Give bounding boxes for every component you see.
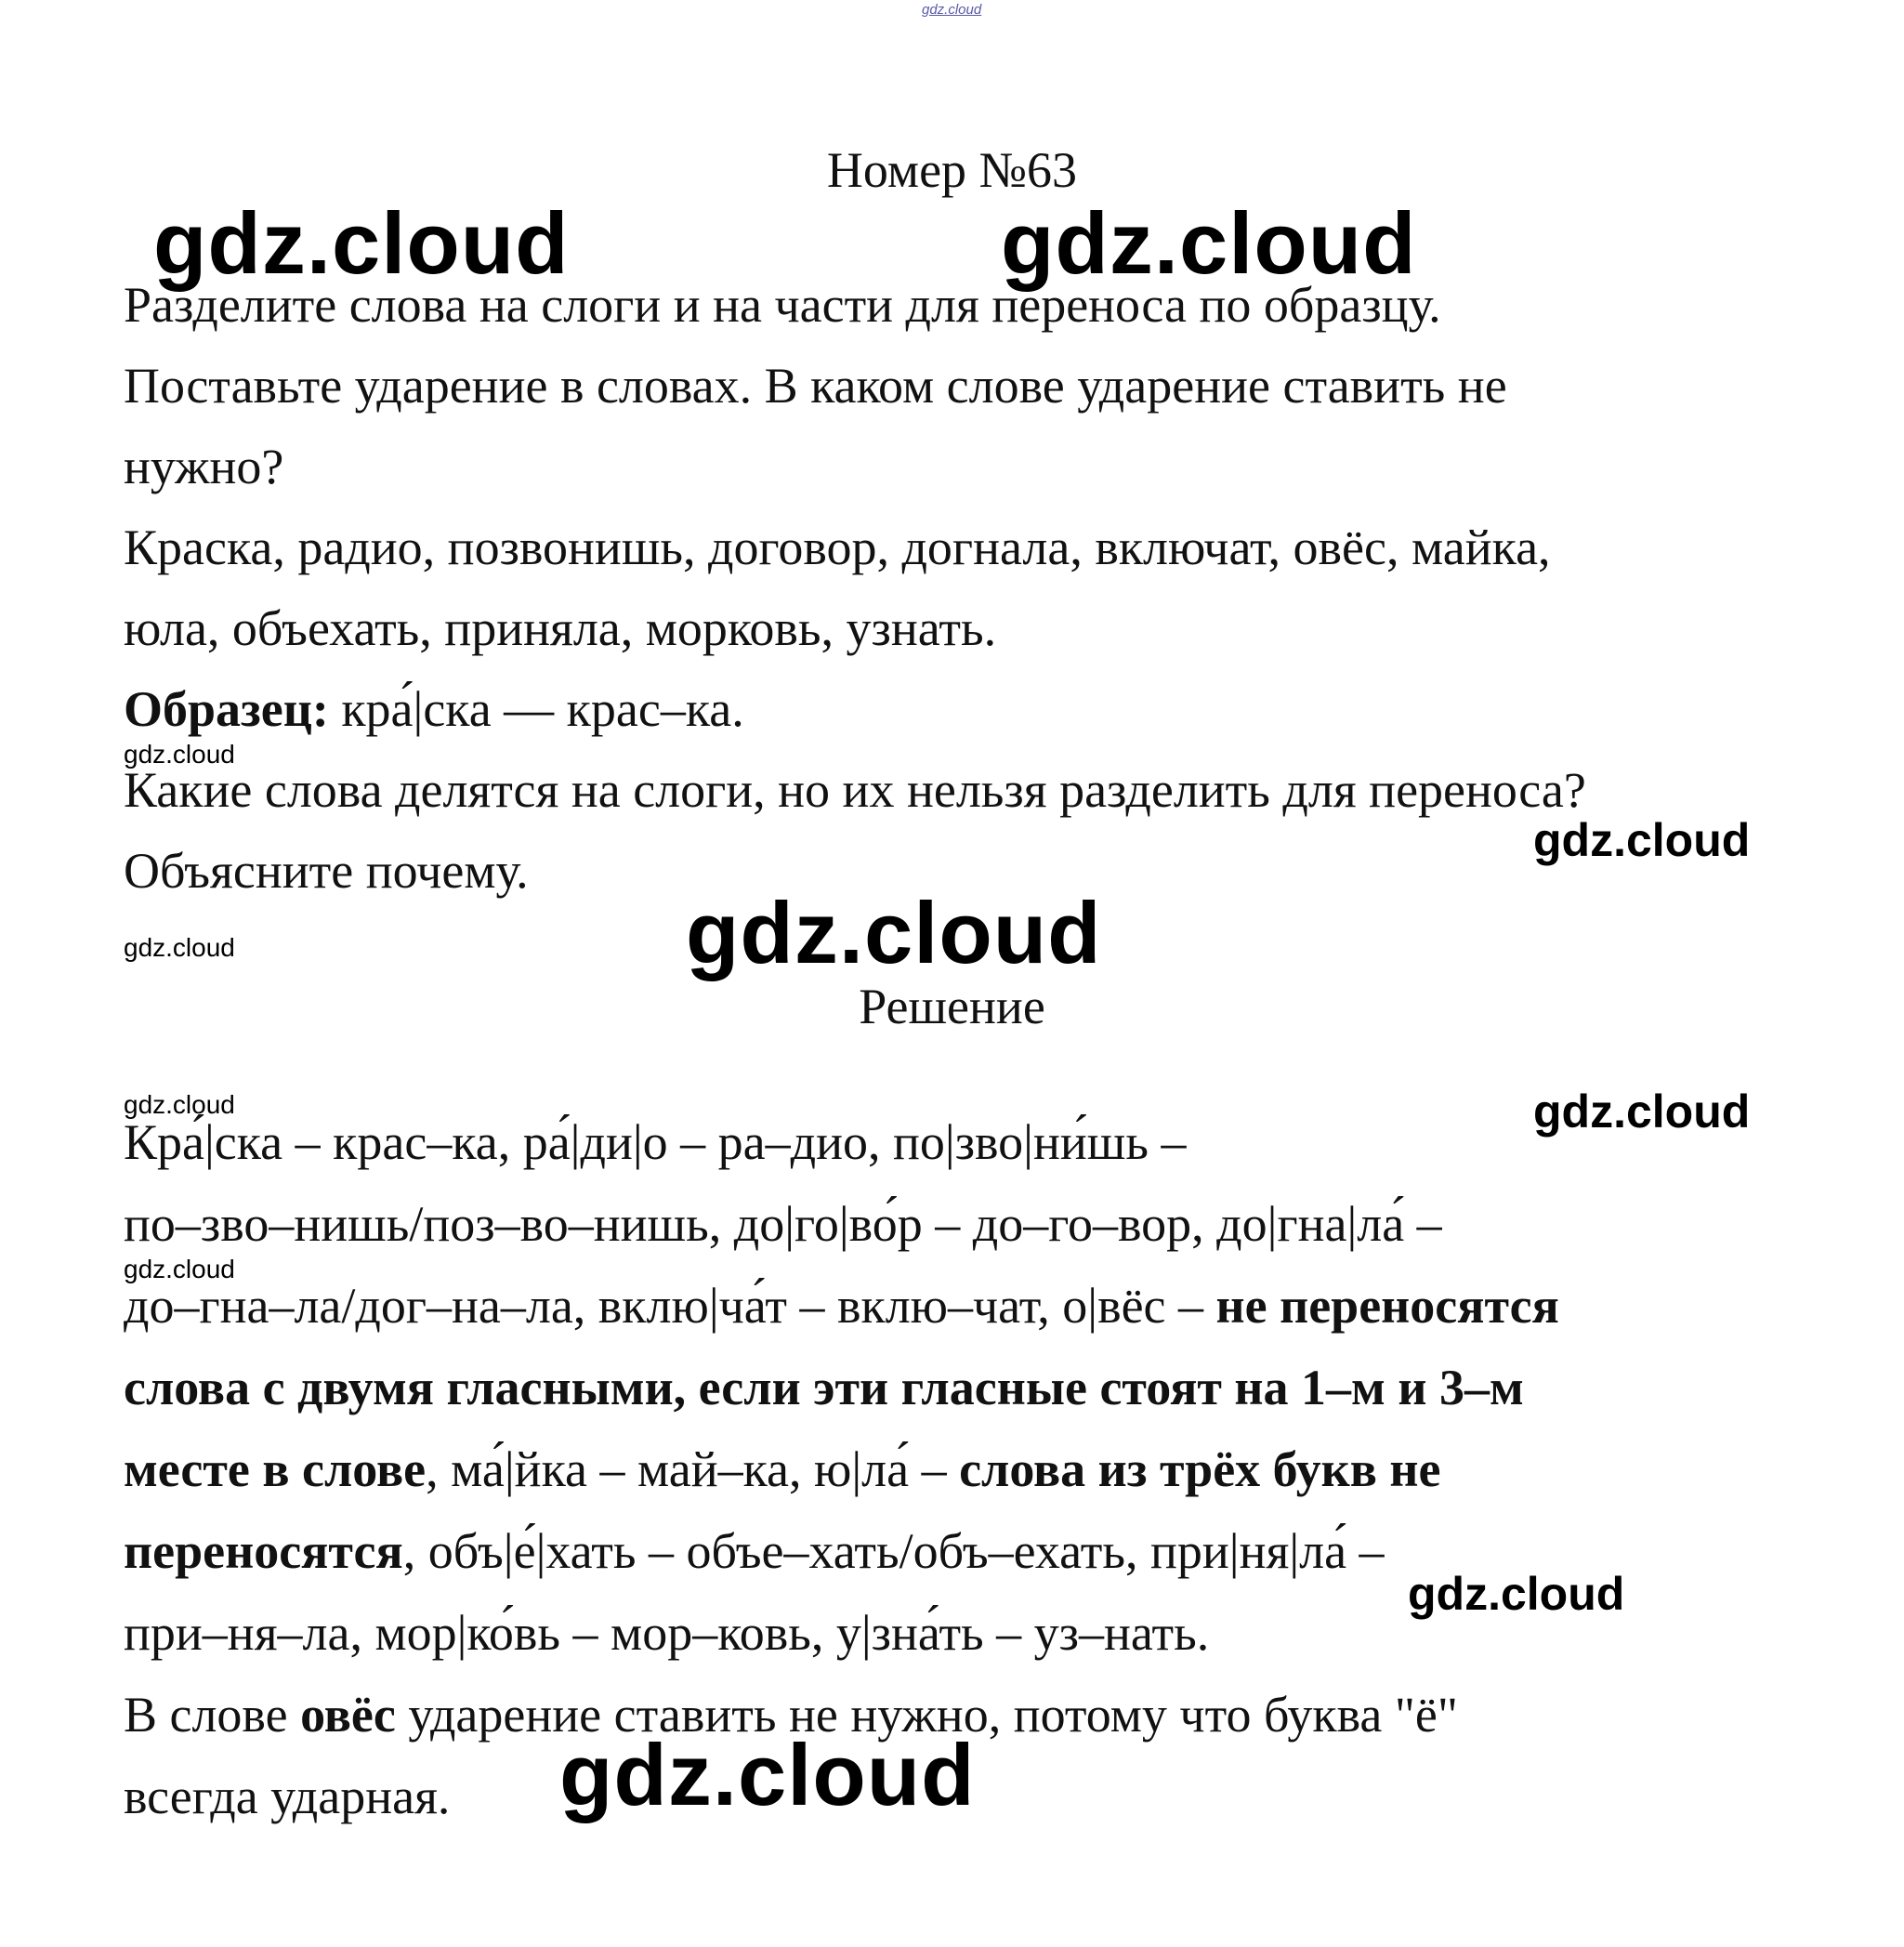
task-line-5: юла, объехать, приняла, морковь, узнать. [124, 600, 997, 656]
solution-line-7: при–ня–ла, мор|ко́вь – мор–ковь, у|зна́ть – уз–нать. [124, 1605, 1210, 1661]
conclusion-line-2: всегда ударная. [124, 1769, 451, 1824]
watermark-large: gdz.cloud [686, 884, 1102, 981]
solution-line-5 [124, 1441, 1440, 1497]
solution-heading: Решение [859, 979, 1045, 1034]
watermark-medium: gdz.cloud [1533, 1085, 1751, 1138]
sample-label: Образец: [124, 681, 329, 737]
watermark-small: gdz.cloud [124, 1090, 235, 1119]
solution-line-3-bold: не переносятся [1215, 1278, 1559, 1334]
solution-line-4-bold: слова с двумя гласными, если эти гласные стоят на 1–м и 3–м [124, 1360, 1524, 1415]
watermark-small: gdz.cloud [124, 740, 235, 769]
watermark-medium: gdz.cloud [1408, 1568, 1625, 1620]
solution-line-5-bold-2: слова из трёх букв не [959, 1441, 1441, 1497]
solution-line-4 [124, 1360, 1524, 1415]
solution-line-5-text: , ма́|йка – май–ка, ю|ла́ – [426, 1441, 960, 1497]
watermark-large: gdz.cloud [153, 194, 570, 292]
question-line-2: Объясните почему. [124, 843, 529, 899]
solution-line-6 [124, 1523, 1385, 1579]
sample-text: кра́|ска — крас–ка. [328, 681, 744, 737]
solution-line-2: по–зво–нишь/поз–во–нишь, до|го|во́р – до–го–вор, до|гна|ла́ – [124, 1196, 1442, 1252]
task-line-2: Поставьте ударение в словах. В каком слове ударение ставить не [124, 358, 1507, 414]
conclusion-bold: овёс [300, 1687, 396, 1743]
conclusion-pre: В слове [124, 1687, 301, 1743]
solution-line-1: Кра́|ска – крас–ка, ра́|ди|о – ра–дио, по|зво|ни́шь – [124, 1114, 1187, 1170]
conclusion-post: ударение ставить не нужно, потому что буква "ё" [395, 1687, 1458, 1743]
solution-line-6-bold: переносятся [124, 1523, 403, 1579]
watermark-small: gdz.cloud [124, 933, 235, 962]
task-line-4: Краска, радио, позвонишь, договор, догнала, включат, овёс, майка, [124, 520, 1551, 575]
watermark-large: gdz.cloud [1001, 194, 1417, 292]
watermark-small: gdz.cloud [124, 1255, 235, 1283]
question-line-1: Какие слова делятся на слоги, но их нельзя разделить для переноса? [124, 762, 1586, 818]
solution-line-3 [124, 1278, 1559, 1334]
watermark-large: gdz.cloud [559, 1726, 976, 1823]
watermark-medium: gdz.cloud [1533, 814, 1751, 866]
page-title: Номер №63 [826, 142, 1078, 198]
solution-line-5-bold-1: месте в слове [124, 1441, 427, 1497]
task-line-1: Разделите слова на слоги и на части для переноса по образцу. [124, 277, 1441, 333]
solution-line-3-text: до–гна–ла/дог–на–ла, вклю|ча́т – вклю–чат, о|вёс – [124, 1278, 1216, 1334]
sample-line [124, 681, 744, 737]
top-watermark-link[interactable]: gdz.cloud [922, 2, 982, 18]
solution-line-6-text: , объ|е́|хать – объе–хать/объ–ехать, при|ня|ла́ – [402, 1523, 1385, 1579]
task-line-3: нужно? [124, 439, 284, 494]
